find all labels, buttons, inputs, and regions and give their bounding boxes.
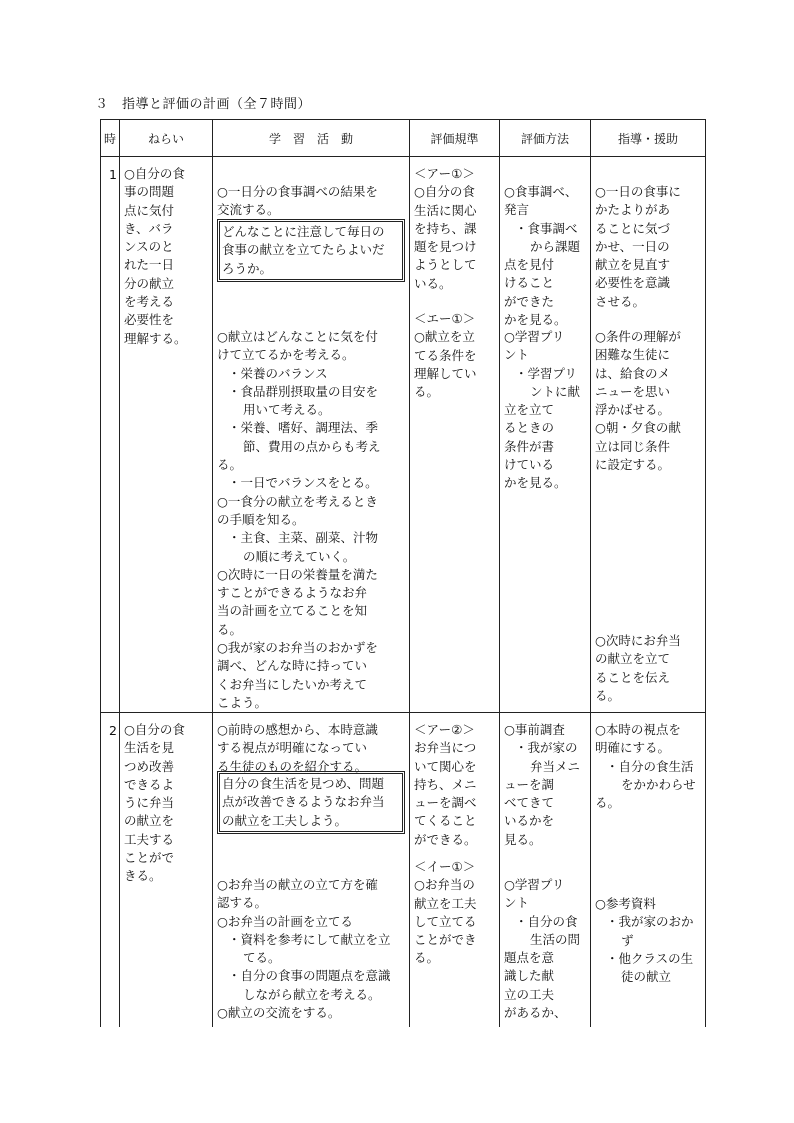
guidance-text: [595, 632, 702, 705]
guidance-cell: [591, 157, 706, 713]
activity-cell: [213, 713, 410, 1028]
text-line: ・資料を参考にして献立を立: [228, 931, 391, 947]
text-line: 認する。: [217, 895, 268, 911]
text-line: を考える: [124, 294, 175, 310]
header-hour: 時: [101, 120, 120, 157]
text-line: ントに献: [530, 383, 581, 399]
text-line: 献立を見直す: [595, 257, 671, 273]
text-line: る。: [217, 621, 243, 637]
text-line: てる条件を: [414, 347, 477, 363]
hour-number: 2: [109, 723, 117, 738]
text-line: ○自分の食: [414, 184, 475, 200]
text-line: ○参考資料: [595, 896, 656, 911]
text-line: ○お弁当の計画を立てる: [217, 913, 353, 929]
method-cell: [500, 157, 591, 713]
text-line: 必要性を意識: [595, 275, 671, 291]
criteria-cell: [410, 157, 500, 713]
guidance-text: [595, 895, 702, 986]
text-line: の手順を知る。: [217, 511, 305, 527]
text-line: れた一日: [124, 257, 175, 273]
text-line: ○自分の食: [124, 166, 185, 181]
text-line: ○献立を立: [414, 329, 475, 345]
text-line: ○条件の理解が: [595, 329, 681, 344]
text-line: 工夫する: [124, 831, 175, 847]
text-line: 必要性を: [124, 312, 175, 328]
text-line: ・自分の食事の問題点を意識: [228, 968, 391, 984]
hour-cell: [101, 157, 120, 713]
text-line: をかかわらせ: [621, 776, 696, 792]
text-line: ○一日の食事に: [595, 184, 681, 199]
method-cell: [500, 713, 591, 1028]
header-row: [101, 120, 706, 157]
text-line: ○一食分の献立を考えるとき: [217, 493, 378, 509]
text-line: ることを伝え: [595, 669, 671, 685]
text-line: 生活に関心: [414, 202, 477, 218]
text-line: 食事の献立を立てたらよいだ: [222, 242, 385, 258]
text-line: ことがで: [124, 850, 175, 866]
text-line: けること: [504, 275, 555, 291]
hour-cell: [101, 713, 120, 1028]
text-line: の献立を立て: [595, 651, 671, 667]
text-line: どんなことに注意して毎日の: [222, 224, 385, 239]
text-line: ・自分の食生活: [606, 758, 694, 774]
text-line: ○本時の視点を: [595, 722, 681, 737]
text-line: ○献立はどんなことに気を付: [217, 329, 378, 344]
text-line: つめ改善: [124, 758, 175, 774]
guidance-text: [595, 328, 702, 474]
guidance-text: [595, 183, 702, 311]
text-line: 分の献立: [124, 275, 175, 291]
method-text: [504, 721, 587, 849]
header-method: 評価方法: [500, 120, 591, 157]
criteria-text: [414, 858, 496, 968]
text-line: 点を見付: [504, 257, 555, 273]
text-line: ○食事調べ、: [504, 184, 578, 199]
text-line: 自分の食生活を見つめ、問題: [222, 776, 385, 791]
text-line: くお弁当にしたいか考えて: [217, 676, 368, 692]
text-line: 弁当メニ: [530, 758, 581, 774]
text-line: ○一日分の食事調べの結果を: [217, 184, 378, 199]
text-line: いる。: [414, 275, 452, 291]
text-line: ようとして: [414, 257, 477, 273]
criteria-text: [414, 721, 496, 849]
table-row: [101, 157, 706, 713]
text-line: ろうか。: [222, 260, 273, 276]
text-line: しながら献立を考える。: [243, 986, 381, 1002]
text-line: るときの: [504, 420, 555, 436]
text-line: 明確にする。: [595, 740, 671, 756]
text-line: ・食事調べ: [515, 220, 578, 236]
text-line: 立は同じ条件: [595, 438, 671, 454]
text-line: 点が改善できるようなお弁当: [222, 794, 385, 810]
text-line: 立の工夫: [504, 986, 555, 1002]
text-line: ・他クラスの生: [606, 950, 694, 966]
text-line: けている: [504, 457, 555, 473]
text-line: 用いて考える。: [243, 402, 331, 418]
text-line: できるよ: [124, 776, 175, 792]
text-line: 交流する。: [217, 202, 280, 218]
aim-text: [124, 165, 209, 348]
text-line: の献立を工夫しよう。: [222, 812, 348, 828]
text-line: ＜イー①＞: [414, 859, 476, 874]
text-line: する視点が明確になってい: [217, 740, 368, 756]
header-criteria: 評価規準: [410, 120, 500, 157]
text-line: かせ、一日の: [595, 238, 670, 254]
text-line: 立を立て: [504, 402, 555, 418]
criteria-cell: [410, 713, 500, 1028]
focus-question-box: [217, 219, 405, 282]
text-line: させる。: [595, 293, 646, 309]
text-line: る。: [595, 795, 621, 811]
method-text: [504, 183, 587, 329]
text-line: ューを調: [504, 776, 555, 792]
text-line: てくること: [414, 813, 477, 829]
text-line: ンスのと: [124, 239, 174, 255]
text-line: ・自分の食: [515, 913, 578, 929]
text-line: ○学習プリ: [504, 877, 565, 892]
text-line: ることに気づ: [595, 220, 671, 236]
text-line: てる。: [243, 950, 281, 966]
activity-text: [217, 328, 406, 712]
text-line: ＜エー①＞: [414, 311, 476, 326]
text-line: お弁当につ: [414, 740, 477, 756]
table-row: [101, 713, 706, 1028]
text-line: ューを調べ: [414, 795, 477, 811]
text-line: ○献立の交流をする。: [217, 1005, 341, 1021]
text-line: 点に気付: [124, 202, 175, 218]
text-line: ことができ: [414, 932, 477, 948]
text-line: ニューを思い: [595, 383, 671, 399]
text-line: ができた: [504, 293, 555, 309]
aim-cell: [120, 713, 213, 1028]
header-aim: ねらい: [120, 120, 213, 157]
text-line: 生活を見: [124, 740, 175, 756]
text-line: いて関心を: [414, 758, 477, 774]
text-line: 浮かばせる。: [595, 402, 671, 418]
text-line: ・我が家のおか: [606, 914, 694, 930]
text-line: 節、費用の点からも考え: [243, 438, 381, 454]
text-line: けて立てるかを考える。: [217, 347, 355, 363]
guidance-text: [595, 721, 702, 812]
text-line: かたよりがあ: [595, 202, 671, 218]
text-line: 識した献: [504, 968, 555, 984]
text-line: る生徒のものを紹介する。: [217, 758, 368, 774]
activity-text: [217, 876, 406, 1022]
text-line: ○学習プリ: [504, 329, 565, 344]
header-activity: 学 習 活 動: [213, 120, 410, 157]
text-line: きる。: [124, 868, 162, 884]
method-text: [504, 876, 587, 1022]
activity-text: [217, 183, 406, 220]
text-line: ○自分の食: [124, 722, 185, 737]
text-line: ＜アー②＞: [414, 722, 475, 737]
text-line: ○お弁当の献立の立て方を確: [217, 877, 378, 892]
text-line: 調べ、どんな時に持ってい: [217, 658, 368, 674]
text-line: ・学習プリ: [515, 365, 578, 381]
text-line: 発言: [504, 202, 530, 218]
text-line: 徒の献立: [621, 969, 672, 985]
text-line: ・栄養、嗜好、調理法、季: [228, 420, 379, 436]
activity-cell: [213, 157, 410, 713]
hour-number: 1: [109, 167, 117, 182]
aim-text: [124, 721, 209, 886]
text-line: の献立を: [124, 813, 175, 829]
text-line: ント: [504, 895, 530, 911]
text-line: 題点を意: [504, 950, 555, 966]
text-line: すことができるようなお弁: [217, 585, 368, 601]
aim-cell: [120, 157, 213, 713]
text-line: があるか、: [504, 1005, 567, 1021]
text-line: 理解する。: [124, 330, 187, 346]
text-line: 理解してい: [414, 365, 477, 381]
text-line: に設定する。: [595, 457, 671, 473]
text-line: ・食品群別摂取量の目安を: [228, 383, 379, 399]
text-line: して立てる: [414, 913, 477, 929]
text-line: 困難な生徒に: [595, 347, 671, 363]
text-line: ○前時の感想から、本時意識: [217, 722, 378, 737]
header-guidance: 指導・援助: [591, 120, 706, 157]
method-text: [504, 328, 587, 493]
text-line: かを見る。: [504, 312, 567, 328]
criteria-text: [414, 165, 496, 293]
text-line: ＜アー①＞: [414, 166, 475, 181]
text-line: の順に考えていく。: [243, 548, 356, 564]
text-line: る。: [217, 457, 243, 473]
text-line: ・栄養のバランス: [228, 365, 328, 381]
text-line: 生活の問: [530, 931, 581, 947]
text-line: る。: [595, 687, 621, 703]
text-line: ができる。: [414, 831, 477, 847]
text-line: ○次時に一日の栄養量を満た: [217, 566, 378, 582]
text-line: は、給食のメ: [595, 365, 671, 381]
text-line: 持ち、メニ: [414, 776, 477, 792]
text-line: から課題: [530, 238, 581, 254]
text-line: 題を見つけ: [414, 239, 477, 255]
text-line: いるかを: [504, 813, 555, 829]
lesson-plan-table: [100, 119, 706, 1027]
text-line: ・我が家の: [515, 740, 578, 756]
text-line: ント: [504, 347, 530, 363]
text-line: を持ち、課: [414, 220, 477, 236]
section-heading: ３ 指導と評価の計画（全７時間）: [95, 97, 312, 112]
text-line: かを見る。: [504, 475, 567, 491]
text-line: ○我が家のお弁当のおかずを: [217, 640, 378, 656]
text-line: ず: [621, 932, 634, 948]
text-line: き、バラ: [124, 220, 174, 236]
focus-question-box: [217, 771, 405, 834]
text-line: こよう。: [217, 694, 268, 710]
text-line: 事の問題: [124, 184, 175, 200]
text-line: ○朝・夕食の献: [595, 420, 681, 436]
text-line: 献立を工夫: [414, 895, 477, 911]
text-line: ・主食、主菜、副菜、汁物: [228, 530, 379, 546]
text-line: 当の計画を立てることを知: [217, 603, 368, 619]
text-line: べてきて: [504, 795, 555, 811]
guidance-cell: [591, 713, 706, 1028]
text-line: ○事前調査: [504, 722, 565, 737]
text-line: る。: [414, 950, 440, 966]
text-line: ・一日でバランスをとる。: [228, 475, 378, 491]
text-line: うに弁当: [124, 795, 175, 811]
activity-text: [217, 721, 406, 776]
text-line: 条件が書: [504, 438, 555, 454]
criteria-text: [414, 310, 496, 401]
text-line: ○お弁当の: [414, 877, 475, 893]
text-line: る。: [414, 384, 440, 400]
text-line: ○次時にお弁当: [595, 633, 681, 648]
text-line: 見る。: [504, 831, 542, 847]
